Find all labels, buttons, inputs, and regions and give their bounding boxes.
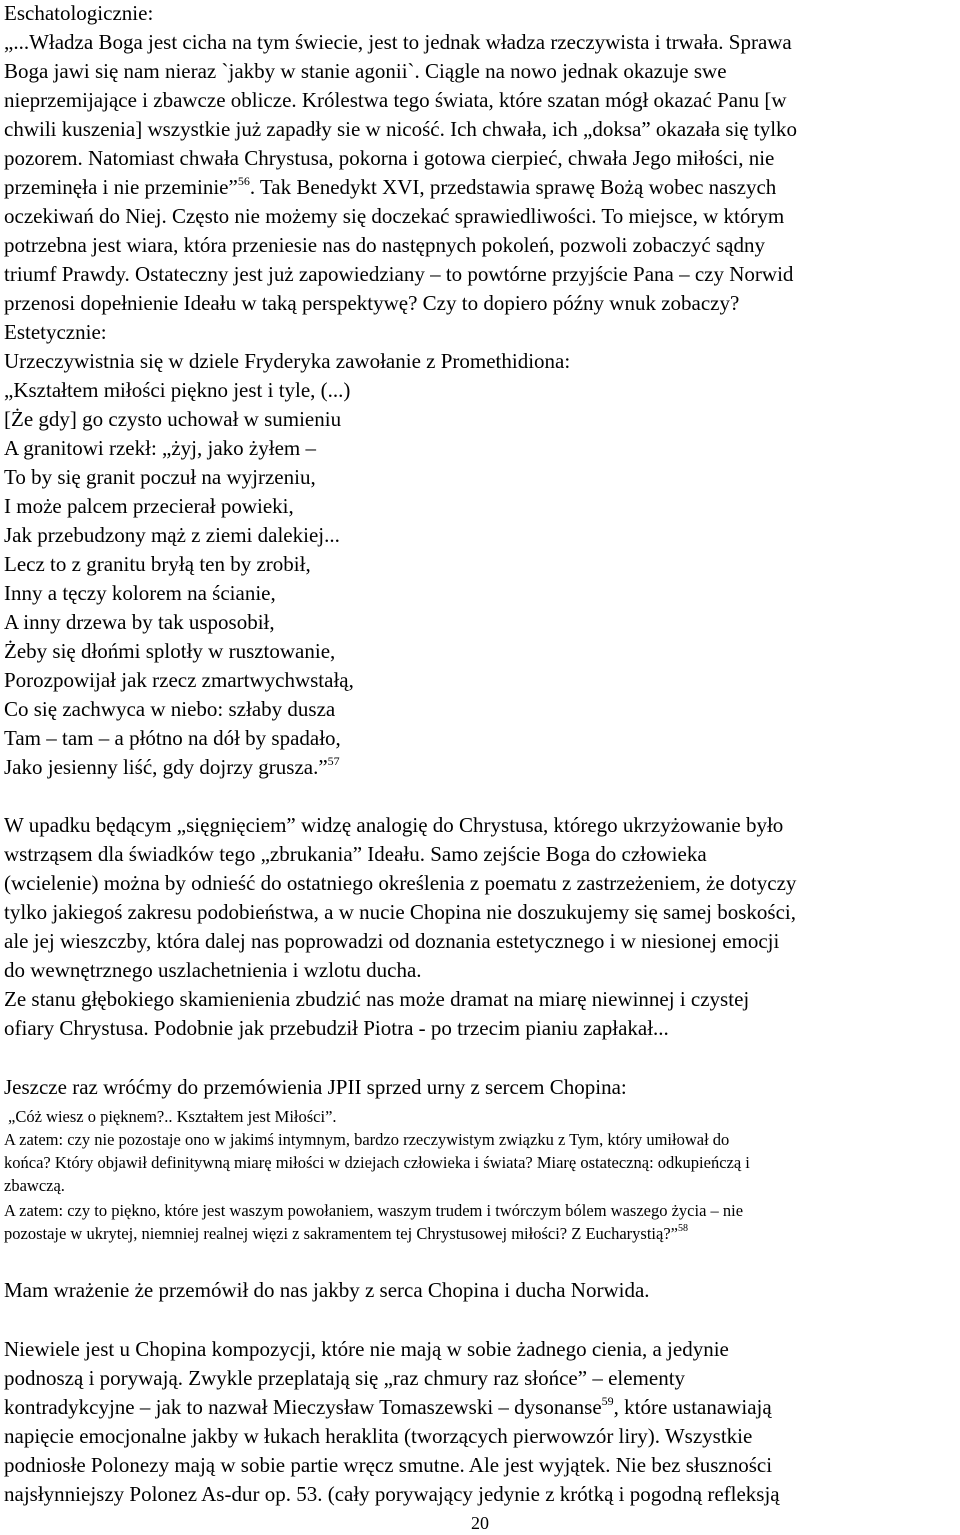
text-line: do wewnętrznego uszlachetnienia i wzlotu ducha.: [4, 958, 422, 982]
text-line: chwili kuszenia] wszystkie już zapadły sie w nicość. Ich chwała, ich „doksa” okazała się tylko: [4, 117, 798, 141]
footnote-ref-57: 57: [327, 754, 340, 768]
quote-line-with-footnote: [4, 1222, 688, 1249]
poem-line: I może palcem przecierał powieki,: [4, 494, 294, 518]
text-fragment: przeminęła i nie przeminie”: [4, 175, 238, 199]
text-line: napięcie emocjonalne jakby w łukach heraklita (tworzących pierwowzór liry). Wszystkie: [4, 1424, 753, 1448]
page-number: 20: [471, 1513, 489, 1533]
text-line: nieprzemijające i zbawcze oblicze. Królestwa tego świata, które szatan mógł okazać Panu [w: [4, 88, 787, 112]
text-fragment: Jako jesienny liść, gdy dojrzy grusza.”: [4, 755, 328, 779]
poem-line: Inny a tęczy kolorem na ścianie,: [4, 581, 276, 605]
text-line-with-footnote: [4, 1393, 772, 1424]
text-line: ale jej wieszczby, która dalej nas poprowadzi od doznania estetycznego i w niesionej emocji: [4, 929, 780, 953]
text-line: najsłynniejszy Polonez As-dur op. 53. (cały porywający jedynie z krótką i pogodną refleksją: [4, 1482, 780, 1506]
text-line: przenosi dopełnienie Ideału w taką perspektywę? Czy to dopiero późny wnuk zobaczy?: [4, 291, 740, 315]
quote-line: końca? Który objawił definitywną miarę miłości w dziejach człowieka i świata? Miarę ostateczną: odkupieńczą i: [4, 1153, 750, 1172]
text-fragment: pozostaje w ukrytej, niemniej realnej więzi z sakramentem tej Chrystusowej miłości? Z Eucharystią?”: [4, 1224, 678, 1243]
text-fragment: , które ustanawiają: [613, 1395, 772, 1419]
text-line: Ze stanu głębokiego skamienienia zbudzić nas może dramat na miarę niewinnej i czystej: [4, 987, 750, 1011]
text-line: Jeszcze raz wróćmy do przemówienia JPII sprzed urny z sercem Chopina:: [4, 1075, 627, 1099]
text-line: (wcielenie) można by odnieść do ostatniego określenia z poematu z zastrzeżeniem, że dotyczy: [4, 871, 797, 895]
poem-line-with-footnote: [4, 753, 340, 784]
quote-line: „Cóż wiesz o pięknem?.. Kształtem jest Miłości”.: [8, 1107, 337, 1126]
poem-line: Jak przebudzony mąż z ziemi dalekiej...: [4, 523, 340, 547]
text-line: Urzeczywistnia się w dziele Fryderyka zawołanie z Promethidiona:: [4, 349, 571, 373]
text-fragment: kontradykcyjne – jak to nazwał Mieczysław Tomaszewski – dysonanse: [4, 1395, 602, 1419]
quote-line: zbawczą.: [4, 1176, 65, 1195]
text-line: Niewiele jest u Chopina kompozycji, które nie mają w sobie żadnego cienia, a jedynie: [4, 1337, 729, 1361]
text-line: Boga jawi się nam nieraz `jakby w stanie agonii`. Ciągle na nowo jednak okazuje swe: [4, 59, 727, 83]
text-line: potrzebna jest wiara, która przeniesie nas do następnych pokoleń, pozwoli zobaczyć sądny: [4, 233, 765, 257]
poem-line: Tam – tam – a płótno na dół by spadało,: [4, 726, 341, 750]
quote-line: A zatem: czy nie pozostaje ono w jakimś intymnym, bardzo rzeczywistym związku z Tym, który umiłował do: [4, 1130, 730, 1149]
poem-line: Żeby się dłońmi splotły w rusztowanie,: [4, 639, 336, 663]
section-heading-aesthetic: Estetycznie:: [4, 320, 107, 344]
quote-line: A zatem: czy to piękno, które jest waszym powołaniem, waszym trudem i twórczym bólem waszego życia – nie: [4, 1201, 744, 1220]
text-line: podnoszą i porywają. Zwykle przeplatają się „raz chmury raz słońce” – elementy: [4, 1366, 686, 1390]
poem-line: Lecz to z granitu bryłą ten by zrobił,: [4, 552, 311, 576]
text-line: „...Władza Boga jest cicha na tym świecie, jest to jednak władza rzeczywista i trwała. Sprawa: [4, 30, 792, 54]
text-line: wstrząsem dla świadków tego „zbrukania” Ideału. Samo zejście Boga do człowieka: [4, 842, 707, 866]
text-line: oczekiwań do Niej. Często nie możemy się doczekać sprawiedliwości. To miejsce, w którym: [4, 204, 785, 228]
text-line: Mam wrażenie że przemówił do nas jakby z serca Chopina i ducha Norwida.: [4, 1278, 650, 1302]
section-heading-eschatological: Eschatologicznie:: [4, 1, 154, 25]
text-line: triumf Prawdy. Ostateczny jest już zapowiedziany – to powtórne przyjście Pana – czy Norwid: [4, 262, 794, 286]
text-line: podniosłe Polonezy mają w sobie partie wręcz smutne. Ale jest wyjątek. Nie bez słuszności: [4, 1453, 773, 1477]
poem-line: Co się zachwyca w niebo: szłaby dusza: [4, 697, 336, 721]
text-line: pozorem. Natomiast chwała Chrystusa, pokorna i gotowa cierpieć, chwała Jego miłości, nie: [4, 146, 775, 170]
poem-line: [Że gdy] go czysto uchował w sumieniu: [4, 407, 342, 431]
poem-line: Porozpowijał jak rzecz zmartwychwstałą,: [4, 668, 354, 692]
text-line: W upadku będącym „sięgnięciem” widzę analogię do Chrystusa, którego ukrzyżowanie było: [4, 813, 784, 837]
footnote-ref-58: 58: [677, 1223, 688, 1234]
poem-line: A inny drzewa by tak usposobił,: [4, 610, 275, 634]
poem-line: To by się granit poczuł na wyjrzeniu,: [4, 465, 316, 489]
text-line: tylko jakiegoś zakresu podobieństwa, a w nucie Chopina nie doszukujemy się samej boskości,: [4, 900, 797, 924]
poem-line: A granitowi rzekł: „żyj, jako żyłem –: [4, 436, 316, 460]
text-line: ofiary Chrystusa. Podobnie jak przebudził Piotra - po trzecim pianiu zapłakał...: [4, 1016, 669, 1040]
footnote-ref-59: 59: [601, 1394, 614, 1408]
poem-line: „Kształtem miłości piękno jest i tyle, (...): [4, 378, 351, 402]
text-line-with-footnote: [4, 173, 776, 204]
footnote-ref-56: 56: [237, 174, 250, 188]
text-fragment: . Tak Benedykt XVI, przedstawia sprawę Bożą wobec naszych: [249, 175, 777, 199]
